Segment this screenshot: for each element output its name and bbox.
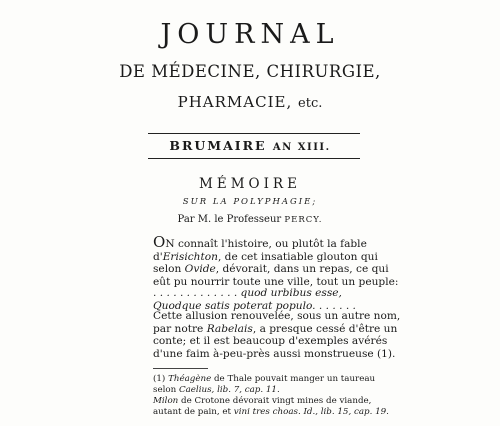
line-text: , dévorait, dans un repas, ce qui	[215, 263, 389, 276]
name-theagene: Théagène	[168, 374, 212, 384]
issue-year: AN XIII.	[272, 142, 331, 153]
paragraph-2-line-4: d'une faim à-peu-près aussi monstrueuse (1).	[153, 347, 396, 360]
paragraph-1	[153, 233, 399, 288]
line-text: selon	[153, 385, 179, 395]
line-text: d'	[153, 250, 163, 263]
subtitle-pharmacie: PHARMACIE,	[177, 93, 293, 111]
paragraph-1-line-4: eût pu nourrir toute une ville, tout un peuple:	[153, 275, 399, 288]
paragraph-2-line-2	[153, 322, 398, 336]
line-text: de Thale pouvait manger un taureau	[211, 374, 376, 384]
paragraph-1-line-1	[153, 233, 367, 251]
paragraph-1-line-3	[153, 263, 389, 276]
footnote-1-line-2	[153, 385, 367, 396]
paragraph-2-line-3: conte; et il est beaucoup d'exemples avérés	[153, 335, 388, 348]
latin-quote	[153, 287, 363, 312]
footnotes	[153, 374, 389, 418]
author-name: PERCY.	[284, 215, 323, 225]
line-text: , a presque cessé d'être un	[252, 322, 398, 335]
footnote-1-line-1	[153, 374, 376, 385]
paragraph-2-line-1: Cette allusion renouvelée, sous un autre nom,	[153, 310, 401, 322]
line-text: N connaît l'histoire, ou plutôt la fable	[165, 238, 367, 250]
name-erisichton: Erisichton	[162, 250, 218, 263]
journal-subtitle-line2	[0, 92, 500, 114]
author-prefix: Par M. le Professeur	[177, 214, 282, 225]
journal-title: JOURNAL	[160, 19, 340, 50]
issue-date	[0, 137, 500, 157]
line-text: , de cet insatiable glouton qui	[217, 250, 378, 263]
article-title: MÉMOIRE	[199, 176, 301, 192]
paragraph-2	[153, 310, 401, 360]
line-text: autant de pain, et	[153, 407, 234, 417]
line-text: , lib. 7, cap. 11.	[211, 385, 280, 395]
top-rule	[148, 133, 360, 134]
paragraph-1-line-2	[153, 250, 378, 264]
article-author	[0, 213, 500, 227]
quote-line-2: Quodque satis poterat populo. . . . . . .	[153, 299, 356, 312]
line-text: . Id., lib. 15, cap. 19.	[297, 407, 389, 417]
article-subject: SUR LA POLYPHAGIE;	[182, 197, 318, 207]
name-milon: Milon	[153, 396, 179, 406]
footnote-2-line-1	[153, 396, 372, 407]
footnote-marker: (1)	[153, 374, 169, 384]
name-rabelais: Rabelais	[206, 322, 253, 335]
drop-cap: O	[153, 233, 166, 251]
issue-month: BRUMAIRE	[169, 138, 267, 153]
subtitle-etc: etc.	[298, 96, 323, 111]
line-text: selon	[153, 263, 185, 276]
latin-phrase: vini tres choas	[233, 407, 298, 417]
name-caelius: Caelius	[178, 385, 212, 395]
line-text: par notre	[153, 322, 207, 335]
bottom-rule	[148, 158, 360, 159]
footnote-2-line-2	[153, 407, 389, 418]
journal-subtitle-line1: DE MÉDECINE, CHIRURGIE,	[119, 62, 381, 81]
line-text: de Crotone dévorait vingt mines de viande,	[178, 396, 372, 406]
name-ovide: Ovide	[184, 263, 216, 276]
quote-line-1: . . . . . . . . . . . . . quod urbibus esse,	[153, 287, 342, 299]
footnote-rule	[153, 368, 208, 369]
